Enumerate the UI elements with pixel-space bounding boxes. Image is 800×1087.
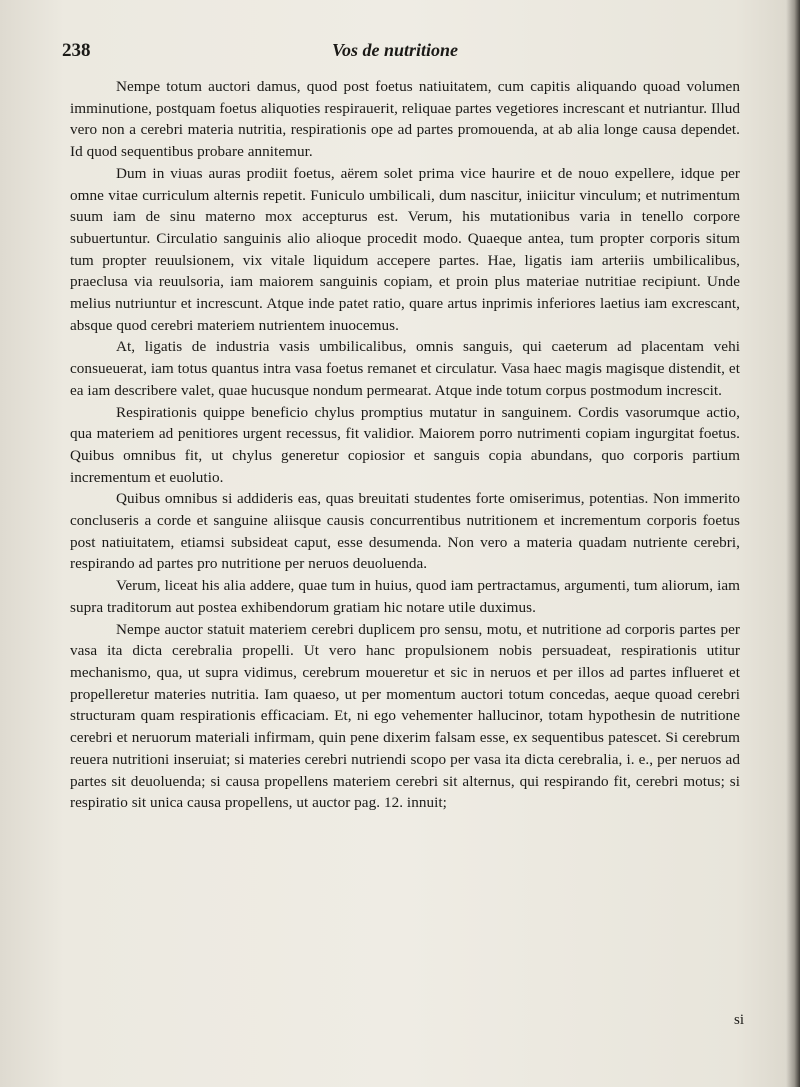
body-text bbox=[70, 76, 740, 814]
running-head: Vos de nutritione bbox=[332, 40, 459, 60]
paragraph: Verum, liceat his alia addere, quae tum in huius, quod iam pertractamus, argumenti, tum aliorum, iam supra traditorum aut postea exhibendorum gratiam hic notare utile duximus. bbox=[70, 577, 740, 616]
paragraph: Respirationis quippe beneficio chylus promptius mutatur in sanguinem. Cordis vasorumque actio, qua materiem ad penitiores urgent recessus, fit validior. Maiorem porro nutrimenti copiam ingurgitat foetus. Quibus omnibus fit, ut chylus generetur copiosior et sanguis copia abundans, quo corporis partium incrementum et euolutio. bbox=[70, 403, 740, 486]
paragraph: At, ligatis de industria vasis umbilicalibus, omnis sanguis, qui caeterum ad placentam vehi consueuerat, iam totus quantus intra vasa foetus remanet et circulatur. Vasa haec magis magisque distendit, et ea iam describere valet, quae hucusque nondum permearat. Atque inde totum corpus postmodum increscit. bbox=[70, 338, 740, 399]
page-number: 238 bbox=[62, 40, 91, 61]
paragraph: Dum in viuas auras prodiit foetus, aërem solet prima vice haurire et de nouo expellere, idque per omne vitae curriculum alternis repetit. Funiculo umbilicali, dum nascitur, iniicitur vinculum; et nutrimentum suum iam de sinu materno mox accepturus est. Verum, his mutationibus varia in tenello corpore subuertuntur. Circulatio sanguinis alio alioque procedit modo. Quaeque antea, tum propter corporis situm tum propter reuulsionem, vix vitale liquidum accepere partes. Hae, ligatis iam arteriis umbilicalibus, praeclusa via reuulsoria, iam maiorem sanguinis copiam, et proin plus materiae nutritiae recipiunt. Unde melius nutriuntur et increscunt. Atque inde patet ratio, quare artus inprimis inferiores laetius iam excrescant, absque quod cerebri materiem nutrientem inuocemus. bbox=[70, 164, 740, 334]
paragraph: Nempe auctor statuit materiem cerebri duplicem pro sensu, motu, et nutritione ad corporis partes per vasa ita dicta cerebralia propelli. Ut vero hanc propulsionem nobis persuadeat, respirationis utitur mechanismo, qua, ut supra vidimus, cerebrum moueretur et sic in neruos et per illos ad partes influeret et propelleretur materies nutritia. Iam quaeso, ut per momentum auctori totum concedas, aeque quoad cerebri structuram quam respirationis efficaciam. Et, ni ego vehementer hallucinor, totam hypothesin de nutritione cerebri et neruorum materiali infirmam, quin pene dixerim falsam esse, ex sequentibus patescet. Si cerebrum reuera nutritioni inseruiat; si materies cerebri nutriendi scopo per vasa ita dicta cerebralia, i. e., per neruos ad partes sit deuoluenda; si causa propellens materiem cerebri sit alternus, qui respirando fit, cerebri motus; si respiratio sit unica causa propellens, ut auctor pag. 12. innuit; bbox=[70, 620, 740, 812]
page-header bbox=[62, 40, 740, 64]
paragraph: Quibus omnibus si addideris eas, quas breuitati studentes forte omiserimus, potentias. Non immerito concluseris a corde et sanguine aliisque causis concurrentibus nutritionem et incrementum corporis foetus post natiuitatem, etiamsi subsideat caput, esse desumenda. Non vero a materia quadam nutriente cerebri, respirando ad partes pro nutritione per neruos deuoluenda. bbox=[70, 490, 740, 573]
paragraph: Nempe totum auctori damus, quod post foetus natiuitatem, cum capitis aliquando quoad volumen imminutione, postquam foetus aliquoties respirauerit, reliquae partes vegetiores increscant et nutriantur. Illud vero non a cerebri materia nutritia, respirationis ope ad partes promouenda, at ab alia longe causa dependet. Id quod sequentibus probare annitemur. bbox=[70, 78, 740, 161]
spine-shadow bbox=[786, 0, 800, 1087]
catchword: si bbox=[733, 1012, 744, 1028]
